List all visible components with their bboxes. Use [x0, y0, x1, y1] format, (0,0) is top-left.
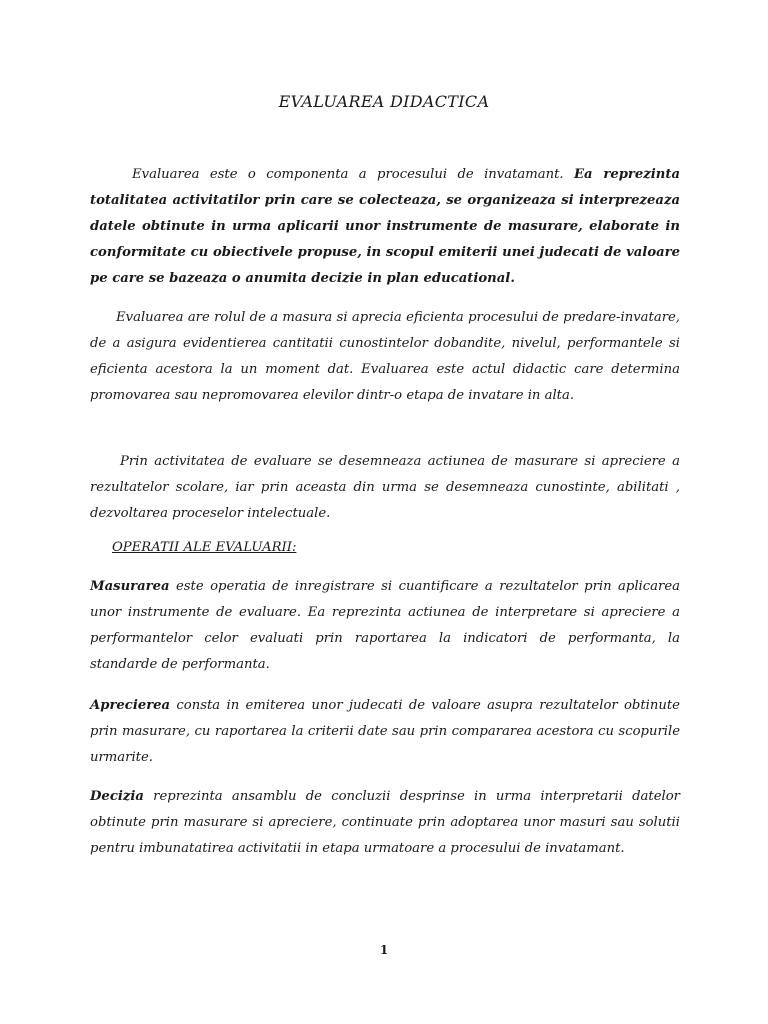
paragraph-activity: Prin activitatea de evaluare se desemneaza actiunea de masurare si apreciere a rezultatelor scolare, iar prin aceasta din urma se desemneaza cunostinte, abilitati , dezvoltarea proceselor intelectuale.	[90, 454, 680, 521]
definition-bold: Ea reprezinta totalitatea activitatilor prin care se colecteaza, se organizeaza si interprezeaza datele obtinute in urma aplicarii unor instrumente de masurare, elaborate in conformitate cu obiectivele propuse, in scopul emiterii unei judecati de valoare pe care se bazeaza o anumita decizie in plan educational.	[90, 167, 680, 286]
paragraph-aprecierea	[90, 693, 680, 771]
section-heading-operations: OPERATII ALE EVALUARII:	[112, 540, 297, 555]
text-masurarea: este operatia de inregistrare si cuantificare a rezultatelor prin aplicarea unor instrumente de evaluare. Ea reprezinta actiunea de interpretare si apreciere a performantelor celor evaluati prin raportarea la indicatori de performanta, la standarde de performanta.	[90, 579, 680, 672]
document-title: EVALUAREA DIDACTICA	[278, 92, 490, 111]
definition-intro: Evaluarea este o componenta a procesului de invatamant.	[132, 167, 574, 182]
term-aprecierea: Aprecierea	[90, 698, 171, 713]
paragraph-decizia	[90, 784, 680, 862]
term-decizia: Decizia	[90, 789, 144, 804]
text-aprecierea: consta in emiterea unor judecati de valoare asupra rezultatelor obtinute prin masurare, cu raportarea la criterii date sau prin compararea acestora cu scopurile urmarite.	[90, 698, 680, 765]
paragraph-masurarea	[90, 574, 680, 678]
paragraph-role: Evaluarea are rolul de a masura si aprecia eficienta procesului de predare-invatare, de a asigura evidentierea cantitatii cunostintelor dobandite, nivelul, performantele si eficienta acestora la un moment dat. Evaluarea este actul didactic care determina promovarea sau nepromovarea elevilor dintr-o etapa de invatare in alta.	[90, 310, 680, 403]
term-masurarea: Masurarea	[90, 579, 170, 594]
paragraph-definition	[90, 162, 680, 292]
page-number: 1	[379, 943, 389, 957]
text-decizia: reprezinta ansamblu de concluzii desprinse in urma interpretarii datelor obtinute prin masurare si apreciere, continuate prin adoptarea unor masuri sau solutii pentru imbunatatirea activitatii in etapa urmatoare a procesului de invatamant.	[90, 789, 680, 856]
